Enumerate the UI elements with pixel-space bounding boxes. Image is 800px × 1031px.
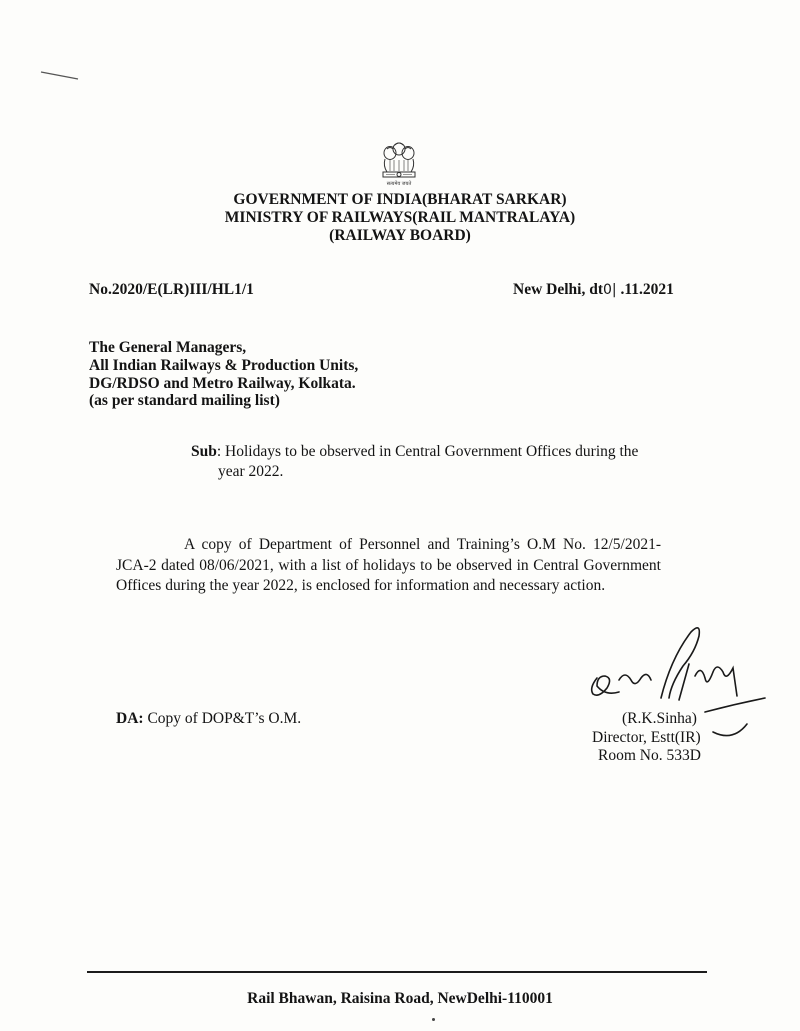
date-suffix: .11.2021: [616, 281, 674, 298]
addressee-line-1: The General Managers,: [89, 339, 247, 356]
enclosure-note: [116, 710, 301, 728]
signatory-designation: Director, Estt(IR): [592, 729, 701, 746]
subject-label: Sub: [191, 443, 217, 460]
subject-text-line-1: : Holidays to be observed in Central Government Offices during the: [216, 443, 639, 460]
footer-address: Rail Bhawan, Raisina Road, NewDelhi-110001: [247, 990, 553, 1007]
addressee-line-4: (as per standard mailing list): [89, 392, 280, 409]
footer-divider: [87, 971, 707, 973]
signatory-name: (R.K.Sinha): [622, 710, 697, 727]
header-ministry: MINISTRY OF RAILWAYS(RAIL MANTRALAYA): [224, 209, 576, 226]
subject-text-line-2: year 2022.: [218, 463, 284, 480]
addressee-line-3: DG/RDSO and Metro Railway, Kolkata.: [89, 375, 356, 392]
scan-stroke-mark: [40, 68, 82, 82]
header-government: GOVERNMENT OF INDIA(BHARAT SARKAR): [233, 191, 567, 208]
subject-block: [191, 442, 666, 482]
emblem-caption: सत्यमेव जयते: [386, 181, 412, 187]
header-board: (RAILWAY BOARD): [329, 227, 471, 244]
scan-speck: [432, 1018, 435, 1021]
addressee-line-2: All Indian Railways & Production Units,: [89, 357, 359, 374]
signatory-room: Room No. 533D: [598, 747, 701, 764]
reference-number: No.2020/E(LR)III/HL1/1: [89, 281, 254, 298]
body-paragraph: A copy of Department of Personnel and Training’s O.M No. 12/5/2021-JCA-2 dated 08/06/2021, with a list of holidays to be observed in Central Government Offices during the year 2022, is enclosed for information and necessary action.: [116, 536, 661, 594]
letter-date: [513, 281, 674, 299]
national-emblem-icon: [376, 140, 422, 188]
enclosure-text: Copy of DOP&T’s O.M.: [143, 710, 302, 727]
date-handwritten-day: 0|: [602, 282, 617, 298]
date-prefix: New Delhi, dt: [513, 281, 603, 298]
enclosure-label: DA:: [116, 710, 144, 727]
